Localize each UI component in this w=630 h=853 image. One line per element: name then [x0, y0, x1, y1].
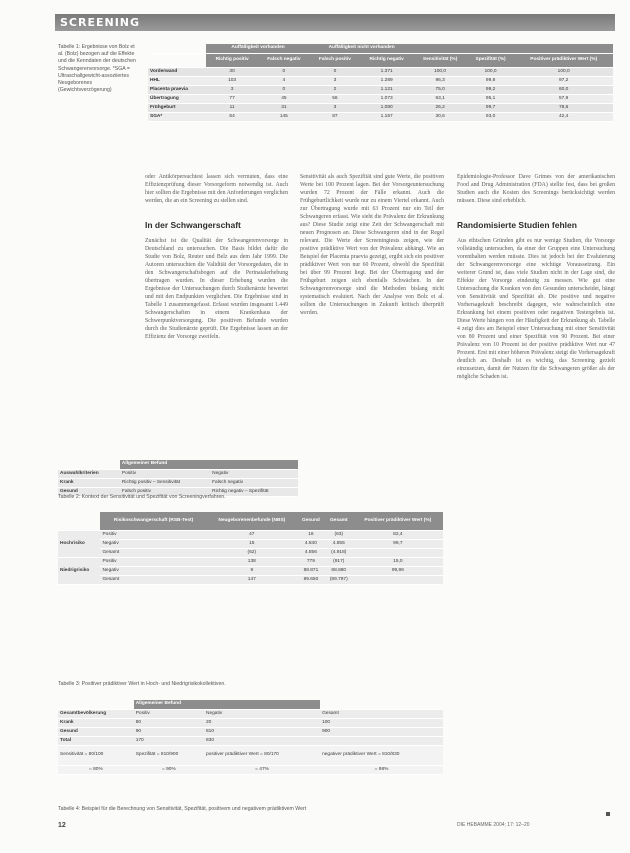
table1-cell: 99,7 — [467, 103, 515, 112]
table3-cell: Gesamt — [100, 548, 206, 557]
table1-cell: 100,0 — [413, 67, 466, 76]
table2-cell: Falsch positiv — [120, 487, 210, 496]
table1-cell: 1.157 — [360, 112, 413, 121]
table1-row-label: Vorderwand — [148, 67, 206, 76]
table3-row — [58, 575, 443, 584]
table4-cell: 810 — [204, 727, 320, 736]
table3-cell: (63) — [325, 530, 353, 539]
table1-cell: 0 — [258, 85, 310, 94]
page-number: 12 — [58, 822, 66, 829]
table4-cell: 90 — [134, 727, 204, 736]
col3-lead: Epidemiologie-Professor Dave Grimes von der amerikanischen Food and Drug Administration (FDA) stellte fest, dass bei großen Studien auch die Kosten des Screenings berücksichtigt werden müssen. Diese sind erheblich. — [457, 174, 615, 204]
table4-cell: 80 — [134, 718, 204, 727]
table2-group-header: Allgemeiner Befund — [120, 460, 298, 469]
col1-intro: oder Antikörpersuchtest lassen sich vermuten, dass eine Effizienzprüfung dieser Vorsorgeform notwendig ist. Auch hier sollten die Ergebnisse mit den Anforderungen verglichen werden, die an ein Screening zu stellen sind. — [145, 174, 288, 204]
table1-group-header: Auffälligkeit nicht vorhanden — [310, 44, 414, 53]
table2-cell: Richtig positiv – Sensitivität — [120, 478, 210, 487]
table3-row — [58, 530, 443, 539]
table2-cell: Richtig negativ – Spezifität — [210, 487, 298, 496]
table4-formula-row — [58, 745, 443, 765]
table3-cell: 9 — [207, 566, 297, 575]
table1-cell: 99,8 — [467, 76, 515, 85]
table3-cell: (4.918) — [325, 548, 353, 557]
table4-result-row — [58, 765, 443, 774]
table3-col-header: Positiver prädiktiver Wert (%) — [353, 512, 443, 530]
table3-cell — [353, 575, 443, 584]
table2-cell: Negativ — [210, 469, 298, 478]
table4-col-header: Negativ — [204, 709, 320, 718]
table4-result: = 90% — [134, 765, 204, 774]
table3-row — [58, 566, 443, 575]
table3-cell: Positiv — [100, 557, 206, 566]
journal-footer: DIE HEBAMME 2004; 17: 12–20 — [457, 822, 530, 828]
table4-row-label: Total — [58, 736, 134, 745]
table1-cell: 1.073 — [360, 94, 413, 103]
table1-row — [148, 85, 613, 94]
table4-group-header: Allgemeiner Befund — [134, 700, 320, 709]
table3-cell: 138 — [207, 557, 297, 566]
table2 — [58, 460, 298, 497]
table3-col-header: Risikoschwangerschaft (RSB-Test) — [100, 512, 206, 530]
table3-cell: 4.855 — [325, 539, 353, 548]
table4-cell: 100 — [320, 718, 443, 727]
table4-cell: 170 — [134, 736, 204, 745]
col2-body: Sensitivität als auch Spezifität sind gute Werte, die positiven Werte bei 100 Prozent lagen. Bei der Vorsorgeuntersuchung wurden 72 Prozent der Fälle erkannt. Auch die Frühgeburtlichkeit wurde nur zu einem Viertel erkannt. Auch zur Übertragung wurde mit 63 Prozent nur ein Teil der Schwangeren erfasst. Wie sieht die Prävalenz der Erkrankung aus? Diese Studie zeigt eine Zeit der Schwangerschaft mit neuen Prognosen an. Diese Schwangeren sind in der Regel relevant. Die Werte der Screeningtests zeigen, wie der positive prädiktive Wert von der Prävalenz abhängt. Wie an Beispiel der Placenta praevia gezeigt, ergibt sich ein positiver prädiktiver Wert von nur 60 Prozent, obwohl die Spezifität bei über 99 Prozent liegt. Bei der Übertragung und der Frühgeburt zeigen sich ebenfalls Schwächen. In der Schwangerenvorsorge sind die Methoden bislang nicht systematisch evaluiert. Nach der Analyse von Bolz et al. sollten die Untersuchungen in Zukunft kritisch überprüft werden. — [300, 174, 444, 316]
table3-cell: (917) — [325, 557, 353, 566]
table1-row-label: Frühgeburt — [148, 103, 206, 112]
table1-cell: 57,9 — [514, 94, 613, 103]
table3-cell: 99,99 — [353, 566, 443, 575]
table1-row — [148, 67, 613, 76]
table1-cell: 103 — [206, 76, 258, 85]
table3-row — [58, 557, 443, 566]
table1-cell: 0 — [310, 67, 360, 76]
table3-col-header: Neugeborenenbefunde (NBS) — [207, 512, 297, 530]
table1-cell: 3 — [310, 103, 360, 112]
table1-cell: 64 — [206, 112, 258, 121]
table3-row — [58, 539, 443, 548]
table3-cell: 4.840 — [297, 539, 325, 548]
table3 — [58, 512, 443, 585]
table1-cell: 93,0 — [467, 112, 515, 121]
table1-cell: 3 — [310, 76, 360, 85]
table3-cell: (62) — [207, 548, 297, 557]
table1-col-header: Sensitivität (%) — [413, 53, 466, 67]
table4-row — [58, 718, 443, 727]
table4-cell: 20 — [204, 718, 320, 727]
table2-row-label: Auswahlkriterien — [58, 469, 120, 478]
table1-group-header-row — [148, 44, 613, 53]
section-title: SCREENING — [60, 16, 141, 29]
table1-cell: 26,2 — [413, 103, 466, 112]
text-column-3 — [457, 173, 615, 823]
table1-cell: 31 — [258, 103, 310, 112]
table4-header-row — [58, 709, 443, 718]
table1-cell: 78,6 — [514, 103, 613, 112]
table4-group-header-row — [58, 700, 443, 709]
table1-cell: 0 — [258, 67, 310, 76]
table3-cell: 47 — [207, 530, 297, 539]
table4-formula: positiver prädiktiver Wert = 80/170 — [204, 745, 320, 765]
table4 — [58, 700, 443, 775]
table2-cell: Falsch negativ — [210, 478, 298, 487]
table2-row-label: Gesund — [58, 487, 120, 496]
table4-result: = 98% — [320, 765, 443, 774]
table1-row — [148, 112, 613, 121]
table1-row-label: SGA* — [148, 112, 206, 121]
table4-cell: 830 — [204, 736, 320, 745]
table1-cell: 95,1 — [467, 94, 515, 103]
table2-header-row — [58, 460, 298, 469]
col3-heading: Randomisierte Studien fehlen — [457, 220, 577, 230]
table4-col-header: Gesamtbevölkerung — [58, 709, 134, 718]
table4-formula: Spezifität = 810/900 — [134, 745, 204, 765]
table3-cell — [353, 548, 443, 557]
table3-cell: 88.871 — [297, 566, 325, 575]
table2-row — [58, 478, 298, 487]
table1-row — [148, 76, 613, 85]
table1-cell: 99,2 — [467, 85, 515, 94]
table3-group-label: Niedrigrisiko — [58, 557, 100, 584]
table1-cell: 87 — [310, 112, 360, 121]
table1-cell: 1.289 — [360, 76, 413, 85]
table1-cell: 100,0 — [467, 67, 515, 76]
table1-cell: 3 — [206, 85, 258, 94]
table1-cell: 60,0 — [514, 85, 613, 94]
table1-col-header: Richtig positiv — [206, 53, 258, 67]
table1 — [148, 44, 613, 122]
table1-cell: 56 — [310, 94, 360, 103]
table1-row-label: Übertragung — [148, 94, 206, 103]
table1-cell: 145 — [258, 112, 310, 121]
table1-col-header: Falsch negativ — [258, 53, 310, 67]
table3-caption: Tabelle 3: Positiver prädiktiver Wert in Hoch- und Niedrigrisikokollektiven. — [58, 681, 226, 687]
table1-cell: 63,1 — [413, 94, 466, 103]
table1-row — [148, 94, 613, 103]
table1-cell: 11 — [206, 103, 258, 112]
col1-heading: In der Schwangerschaft — [145, 220, 241, 230]
table4-formula: negativer prädiktiver Wert = 810/830 — [320, 745, 443, 765]
table3-group-label: Hochrisiko — [58, 530, 100, 557]
table3-header-row — [58, 512, 443, 530]
table4-row-label: Gesund — [58, 727, 134, 736]
table1-cell: 30,6 — [413, 112, 466, 121]
table1-group-header: Auffälligkeit vorhanden — [206, 44, 310, 53]
table3-cell: Negativ — [100, 566, 206, 575]
table1-row-label: Placenta praevia — [148, 85, 206, 94]
table2-caption: Tabelle 2: Kontext der Sensitivität und Spezifität von Screeningverfahren. — [58, 494, 226, 500]
table3-cell: 779 — [297, 557, 325, 566]
table1-row-label: HHL — [148, 76, 206, 85]
table1-cell: 75,0 — [413, 85, 466, 94]
table3-cell: (89.797) — [325, 575, 353, 584]
table3-cell: 15 — [207, 539, 297, 548]
table1-cell: 2 — [310, 85, 360, 94]
table1-header-row — [148, 53, 613, 67]
table3-cell: 4.856 — [297, 548, 325, 557]
table1-cell: 30 — [206, 67, 258, 76]
table4-row-label: Krank — [58, 718, 134, 727]
table3-row — [58, 548, 443, 557]
table1-cell: 45 — [258, 94, 310, 103]
table4-result: = 47% — [204, 765, 320, 774]
col3-body: Aus ethischen Gründen gibt es nur wenige Studien, die Vorsorge vollständig untersuchen, da einer der Gruppen eine Untersuchung vorenthalten werden müsste. Dies ist jedoch bei der Evaluierung der Schwangerenvorsorge eine wichtige Voraussetzung. Ein weiterer Grund ist, dass viele Studien nicht in der Lage sind, die Effekte der Vorsorge eindeutig zu messen. Wie gut eine Untersuchung die Kranken von den Gesunden unterscheidet, hängt von Sensitivität und Spezifität ab. Die positive und negative Vorhersagekraft beschreibt dagegen, wie wahrscheinlich eine Erkrankung bei einem positiven oder negativen Testergebnis ist. Diese Werte hängen von der Häufigkeit der Erkrankung ab. Tabelle 4 zeigt dies am Beispiel einer Untersuchung mit einer Sensitivität von 80 Prozent und einer Spezifität von 90 Prozent. Bei einer Prävalenz von 10 Prozent ist der positive prädiktive Wert nur 47 Prozent. Erst mit einer höheren Prävalenz steigt die Vorhersagekraft deutlich an. Deshalb ist es wichtig, das Screening gezielt einzusetzen, damit der Nutzen für die Schwangeren größer als der mögliche Schaden ist. — [457, 238, 615, 380]
table1-cell: 1.080 — [360, 103, 413, 112]
table3-cell: Gesamt — [100, 575, 206, 584]
table1-col-header: Falsch positiv — [310, 53, 360, 67]
table2-row-label: Krank — [58, 478, 120, 487]
table1-cell: 97,2 — [514, 76, 613, 85]
table1-cell: 77 — [206, 94, 258, 103]
table4-cell: 900 — [320, 727, 443, 736]
table2-cell: Positiv — [120, 469, 210, 478]
table1-cell: 1.121 — [360, 85, 413, 94]
table1-col-header: Richtig negativ — [360, 53, 413, 67]
table4-result: = 80% — [58, 765, 134, 774]
table1-col-header: Spezifität (%) — [467, 53, 515, 67]
table1-cell: 100,0 — [514, 67, 613, 76]
table3-cell: Positiv — [100, 530, 206, 539]
col1-body: Zunächst ist die Qualität der Schwangerenvorsorge in Deutschland zu untersuchen. Die Basis bildet dafür die Studie von Bolz, Reuter und Belz aus dem Jahr 1999. Die Autoren untersuchten die Validität der Vorsorgedaten, die in den Schwangerschaftsbogen auf die Perinatalerhebung übertragen wurden. In dieser Erhebung wurden die Ergebnisse der Untersuchungen durch Studienärzte bewertet und mit den Endpunkten verglichen. Die Ergebnisse sind in Tabelle 1 zusammengefasst. Erfasst wurden insgesamt 1.449 Schwangerschaften in einem Krankenhaus der Schwerpunktversorgung. Die positiven Befunde wurden durch die Studienärzte geprüft. Die Ergebnisse lassen an der Effizienz der Vorsorge zweifeln. — [145, 238, 288, 340]
table1-row — [148, 103, 613, 112]
table3-cell: 147 — [207, 575, 297, 584]
table1-cell: 42,4 — [514, 112, 613, 121]
table1-cell: 1.371 — [360, 67, 413, 76]
table3-cell: 15,0 — [353, 557, 443, 566]
table3-cell: 89.650 — [297, 575, 325, 584]
table3-cell: 99,7 — [353, 539, 443, 548]
table3-cell: Negativ — [100, 539, 206, 548]
table3-cell: 88.880 — [325, 566, 353, 575]
table3-col-header: Gesund — [297, 512, 325, 530]
article-end-mark — [606, 812, 610, 816]
table4-caption: Tabelle 4: Beispiel für die Berechnung von Sensitivität, Spezifität, positivem und negativem prädiktivem Wert — [58, 806, 307, 812]
text-column-1 — [145, 173, 288, 450]
table2-row — [58, 469, 298, 478]
table3-cell: 82,4 — [353, 530, 443, 539]
table1-col-header: Positiver prädiktiver Wert (%) — [514, 53, 613, 67]
table4-row — [58, 727, 443, 736]
table4-col-header: Gesamt — [320, 709, 443, 718]
table3-cell: 16 — [297, 530, 325, 539]
table4-formula: Sensitivität = 80/100 — [58, 745, 134, 765]
text-column-2 — [300, 173, 444, 663]
table4-col-header: Positiv — [134, 709, 204, 718]
table3-col-header: Gesamt — [325, 512, 353, 530]
table1-caption: Tabelle 1: Ergebnisse von Bolz et al. (Bolz) bezogen auf die Effekte und die Kenndaten der deutschen Schwangerenvorsorge. *SGA = Ultraschallgewicht-assoziiertes Neugeborenes (Gewichtsverzögerung) — [58, 44, 136, 94]
table4-cell — [320, 736, 443, 745]
table4-row — [58, 736, 443, 745]
table1-cell: 96,3 — [413, 76, 466, 85]
table1-cell: 4 — [258, 76, 310, 85]
